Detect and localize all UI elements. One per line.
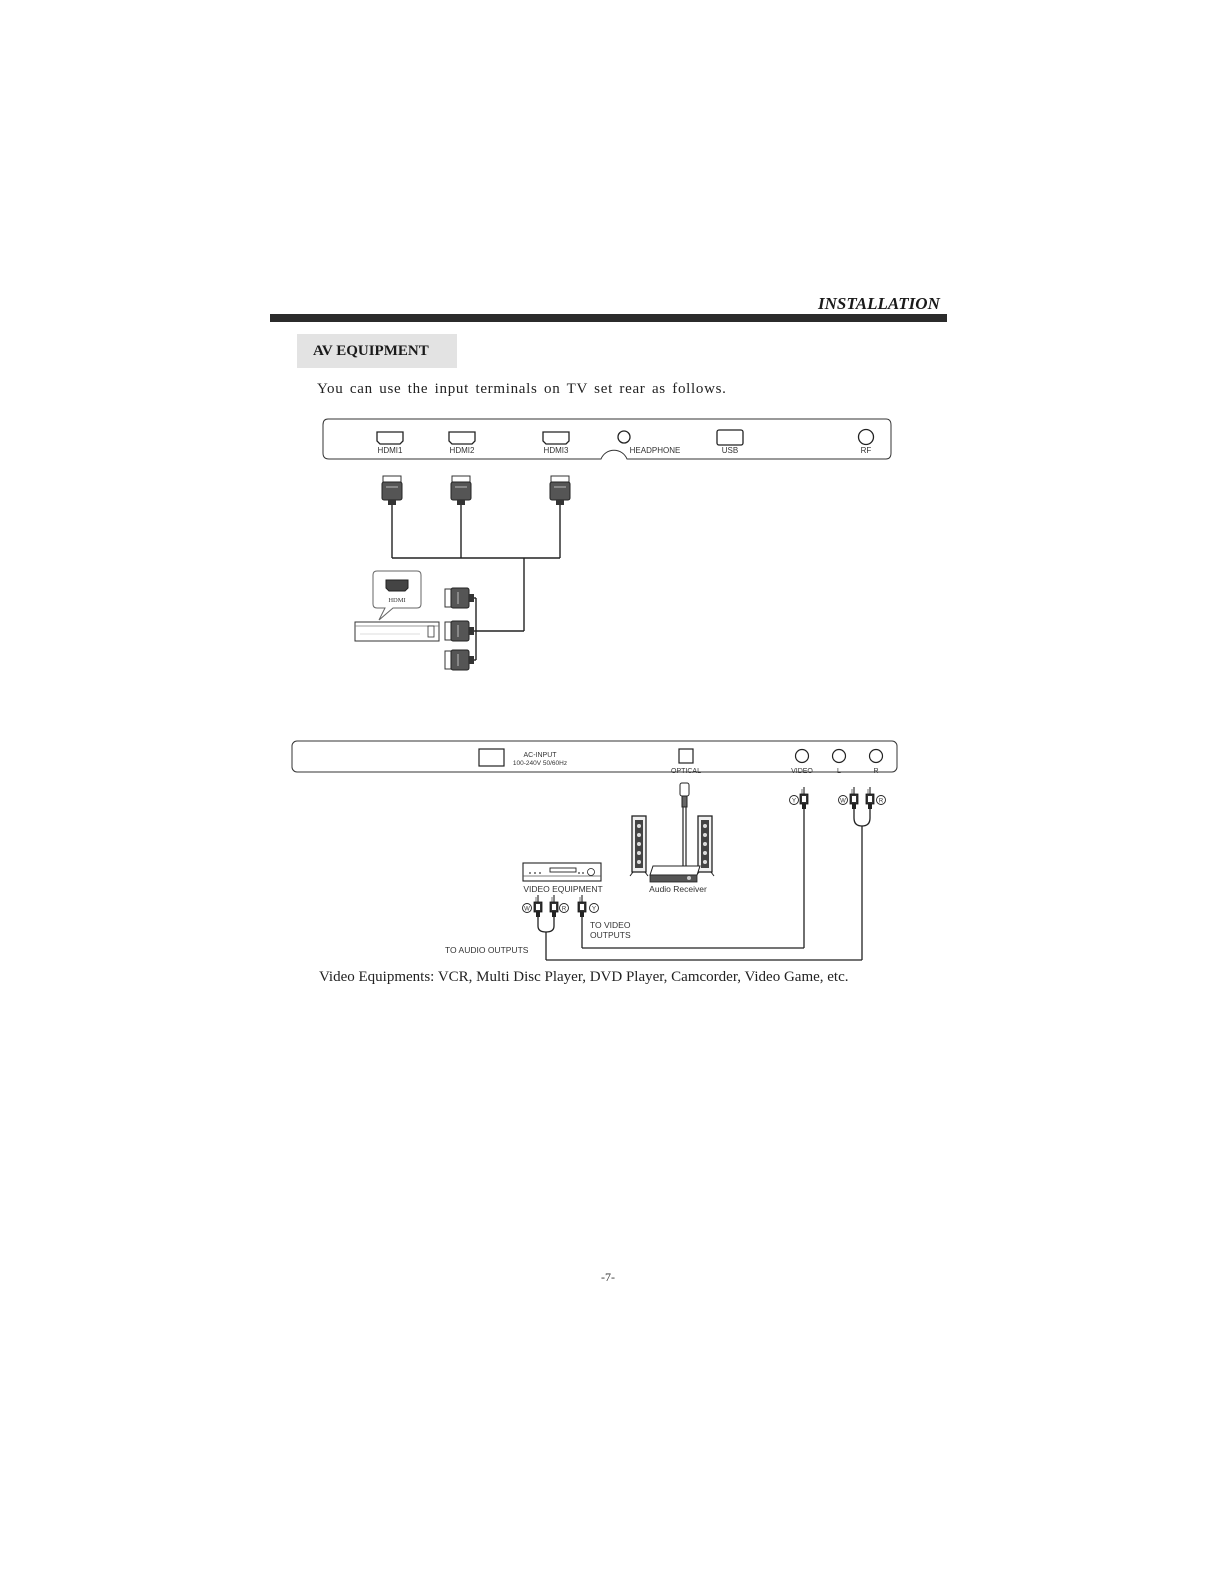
subsection-title: AV EQUIPMENT [297,334,457,368]
video-equipment-label: VIDEO EQUIPMENT [523,884,603,894]
hdmi1-label: HDMI1 [377,446,403,455]
headphone-label: HEADPHONE [629,446,681,455]
ac-input-label: AC-INPUT [523,752,557,759]
intro-text: You can use the input terminals on TV set rear as follows. [317,381,727,397]
rf-connector-icon [859,430,874,445]
hdmi-plug-side-icon [445,621,474,641]
hdmi3-label: HDMI3 [543,446,569,455]
optical-cable [680,783,689,866]
hdmi-callout-bubble [373,571,421,620]
usb-label: USB [721,446,739,455]
hdmi-plug-side-icon [445,588,474,608]
hdmi-plug-icon [451,476,471,505]
rca-plug-icon [534,895,542,917]
hdmi3-port-icon [543,432,569,444]
audio-right-label: R [873,768,879,775]
rca-plug-icon [550,895,558,917]
hdmi1-port-icon [377,432,403,444]
headphone-jack-icon [618,431,630,443]
audio-receiver-label: Audio Receiver [649,884,707,894]
tv-rear-panel-top [323,419,891,459]
rca-plug-icon [578,895,586,917]
hdmi2-port-icon [449,432,475,444]
hdmi-plug-side-icon [445,650,474,670]
hdmi2-label: HDMI2 [449,446,475,455]
rca-plug-icon [866,787,874,809]
to-video-outputs-line1: TO VIDEO [590,920,631,930]
usb-port-icon [717,430,743,445]
footnote-text: Video Equipments: VCR, Multi Disc Player, DVD Player, Camcorder, Video Game, etc. [319,969,849,985]
left-speaker-icon [630,816,648,876]
red-marker-letter: R [561,906,567,913]
optical-port-icon [679,749,693,763]
red-marker-letter: R [878,798,884,805]
ac-input-rating: 100-240V 50/60Hz [512,760,568,767]
rf-label: RF [860,446,872,455]
audio-receiver-icon [650,866,700,882]
white-marker-letter: W [840,798,846,805]
hdmi-device-label: HDMI [388,597,406,604]
hdmi-source-device-icon [355,622,439,641]
video-equipment-icon [523,863,601,881]
audio-left-rca-jack-icon [833,750,846,763]
audio-right-rca-jack-icon [870,750,883,763]
video-rca-jack-icon [796,750,809,763]
section-title: INSTALLATION [818,294,940,313]
rca-plug-icon [850,787,858,809]
page-number: -7- [601,1270,615,1284]
white-marker-letter: W [524,906,530,913]
rca-plug-icon [800,787,808,809]
yellow-marker-letter: Y [591,906,597,913]
video-label: VIDEO [791,768,813,775]
to-video-outputs-line2: OUTPUTS [590,930,631,940]
hdmi-plug-icon [550,476,570,505]
hdmi-plug-icon [382,476,402,505]
yellow-marker-letter: Y [791,798,797,805]
to-audio-outputs-label: TO AUDIO OUTPUTS [445,945,529,955]
ac-input-socket-icon [479,749,504,766]
audio-left-label: L [837,768,841,775]
optical-label: OPTICAL [671,768,701,775]
